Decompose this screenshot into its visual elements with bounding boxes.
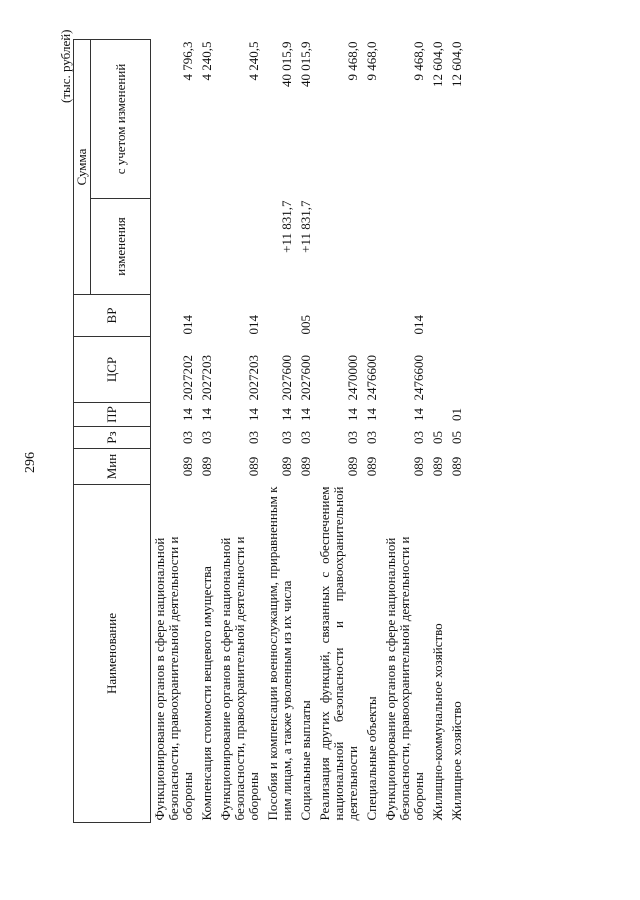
- row-pr: 14: [246, 408, 261, 421]
- row-rz: 03: [199, 431, 214, 444]
- table-row: [448, 40, 467, 823]
- header-sum: Сумма: [74, 40, 91, 295]
- row-total: 12 604,0: [430, 41, 445, 87]
- row-min: 089: [411, 456, 426, 477]
- row-pr: 14: [411, 408, 426, 421]
- row-change: [198, 199, 217, 295]
- row-rz: 05: [430, 431, 445, 444]
- row-name: Пособия и компенсации военнослужащим, приравненным к ним лицам, а также уволенным из их числа: [265, 486, 294, 821]
- row-rz: 03: [279, 431, 294, 444]
- row-total: 9 468,0: [345, 41, 360, 81]
- row-pr: 14: [180, 408, 195, 421]
- row-csr: [448, 337, 467, 403]
- table-row: [198, 40, 217, 823]
- row-vr: [429, 295, 448, 337]
- row-total: 9 468,0: [364, 41, 379, 81]
- row-csr: 2476600: [411, 355, 426, 401]
- header-rz: Рз: [74, 427, 151, 449]
- row-name: Функционирование органов в сфере национальной безопасности, правоохранительной деятельности и обороны: [218, 536, 261, 821]
- units-label: (тыс. рублей): [58, 29, 73, 103]
- row-total: 40 015,9: [298, 41, 313, 87]
- row-csr: 2027600: [279, 355, 294, 401]
- header-change: изменения: [91, 199, 151, 295]
- row-vr: [316, 295, 363, 337]
- row-rz: 05: [449, 431, 464, 444]
- row-total: 4 240,5: [199, 41, 214, 81]
- row-min: 089: [449, 456, 464, 477]
- row-vr: [448, 295, 467, 337]
- row-total: 12 604,0: [449, 41, 464, 87]
- row-rz: 03: [364, 431, 379, 444]
- table-row: [429, 40, 448, 823]
- row-change: [382, 199, 429, 295]
- row-total: 4 240,5: [246, 41, 261, 81]
- row-change: [316, 199, 363, 295]
- row-pr: 01: [449, 408, 464, 421]
- row-csr: 2476600: [364, 355, 379, 401]
- header-name: Наименование: [74, 485, 151, 823]
- row-name: Жилищно-коммунальное хозяйство: [430, 623, 445, 821]
- table-row: [316, 40, 363, 823]
- row-change: +11 831,7: [298, 200, 313, 253]
- row-csr: 2027600: [298, 355, 313, 401]
- row-rz: 03: [180, 431, 195, 444]
- row-csr: 2027203: [246, 355, 261, 401]
- row-vr: 014: [180, 315, 195, 335]
- row-vr: 014: [411, 315, 426, 335]
- table-row: [297, 40, 316, 823]
- header-csr: ЦСР: [74, 337, 151, 403]
- row-name: Социальные выплаты: [298, 700, 313, 821]
- row-csr: 2027202: [180, 355, 195, 401]
- row-change: [363, 199, 382, 295]
- row-min: 089: [246, 456, 261, 477]
- row-pr: 14: [298, 408, 313, 421]
- row-change: [151, 199, 199, 295]
- row-name: Компенсация стоимости вещевого имущества: [199, 566, 214, 821]
- row-min: 089: [298, 456, 313, 477]
- table-row: [264, 40, 297, 823]
- row-min: 089: [345, 456, 360, 477]
- row-vr: [198, 295, 217, 337]
- row-csr: 2027203: [199, 355, 214, 401]
- row-change: [448, 199, 467, 295]
- row-name: Специальные объекты: [364, 696, 379, 821]
- row-change: [429, 199, 448, 295]
- row-pr: [429, 403, 448, 427]
- header-with-changes: с учетом изменений: [91, 40, 151, 199]
- row-pr: 14: [199, 408, 214, 421]
- row-min: 089: [199, 456, 214, 477]
- row-total: 40 015,9: [279, 41, 294, 87]
- table-row: [363, 40, 382, 823]
- header-min: Мин: [74, 449, 151, 485]
- row-name: Функционирование органов в сфере национальной безопасности, правоохранительной деятельности и обороны: [152, 536, 195, 821]
- header-pr: ПР: [74, 403, 151, 427]
- row-rz: 03: [411, 431, 426, 444]
- row-change: [217, 199, 264, 295]
- row-rz: 03: [345, 431, 360, 444]
- row-min: 089: [279, 456, 294, 477]
- table-row: [151, 40, 199, 823]
- row-total: 4 796,3: [180, 41, 195, 81]
- page-number: 296: [23, 452, 38, 473]
- header-vr: ВР: [74, 295, 151, 337]
- row-vr: 014: [246, 315, 261, 335]
- row-rz: 03: [246, 431, 261, 444]
- row-name: Реализация других функций, связанных с обеспечением национальной безопасности и правоохранительной деятельности: [317, 486, 360, 821]
- row-vr: [264, 295, 297, 337]
- row-rz: 03: [298, 431, 313, 444]
- table-row: [217, 40, 264, 823]
- row-name: Функционирование органов в сфере национальной безопасности, правоохранительной деятельности и обороны: [383, 536, 426, 821]
- row-pr: 14: [345, 408, 360, 421]
- row-min: 089: [180, 456, 195, 477]
- row-pr: 14: [279, 408, 294, 421]
- row-vr: [363, 295, 382, 337]
- row-min: 089: [430, 456, 445, 477]
- row-total: 9 468,0: [411, 41, 426, 81]
- row-min: 089: [364, 456, 379, 477]
- row-vr: 005: [298, 315, 313, 335]
- row-change: +11 831,7: [279, 200, 294, 253]
- table-row: [382, 40, 429, 823]
- row-csr: [429, 337, 448, 403]
- row-csr: 2470000: [345, 355, 360, 401]
- row-name: Жилищное хозяйство: [449, 701, 464, 821]
- budget-table: [73, 39, 467, 823]
- row-pr: 14: [364, 408, 379, 421]
